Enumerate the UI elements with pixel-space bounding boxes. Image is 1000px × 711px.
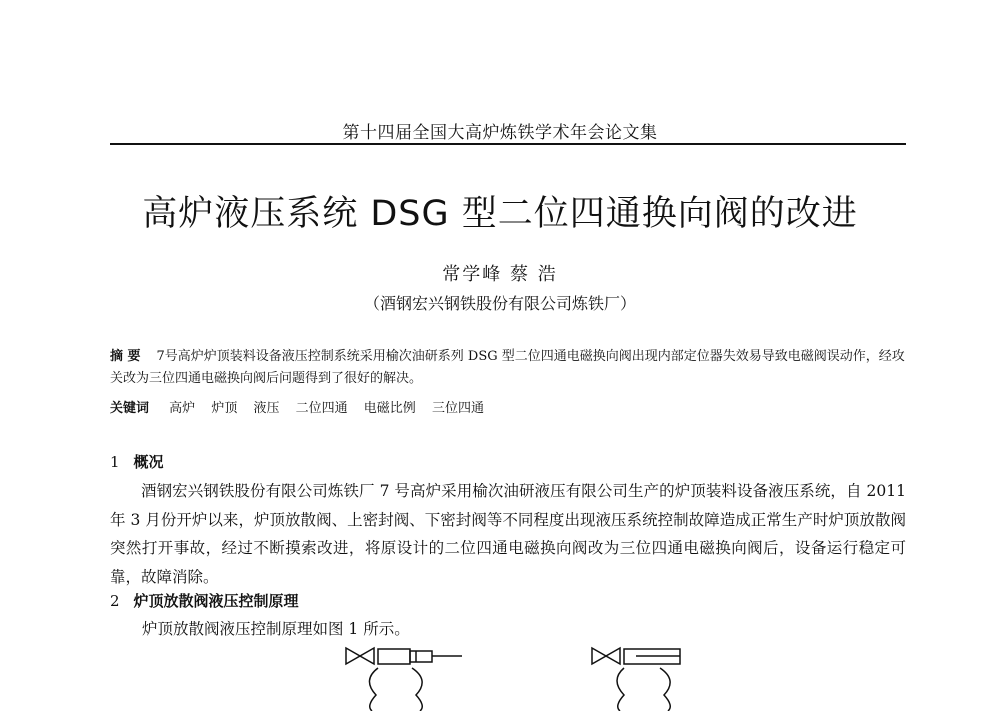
section-number: 1 <box>110 453 120 471</box>
abstract-label: 摘 要 <box>110 349 141 364</box>
pipe-curve <box>660 668 670 711</box>
actuator-cylinder <box>410 651 432 662</box>
keyword: 三位四通 <box>431 401 484 416</box>
authors: 常学峰 蔡 浩 <box>442 264 558 285</box>
section-number: 2 <box>110 592 120 610</box>
running-header: 第十四届全国大高炉炼铁学术年会论文集 <box>342 123 658 143</box>
section-title: 概况 <box>133 453 164 471</box>
pipe-curve <box>617 668 624 711</box>
pipe-curve <box>412 668 422 711</box>
keyword: 液压 <box>253 401 280 416</box>
keyword: 电磁比例 <box>363 401 416 416</box>
valve-symbol <box>360 648 374 664</box>
pipe-curve <box>369 668 378 711</box>
keyword: 二位四通 <box>295 401 348 416</box>
actuator-body <box>378 649 410 664</box>
section-paragraph: 炉顶放散阀液压控制原理如图 1 所示。 <box>142 620 410 638</box>
abstract-text: 7号高炉炉顶装料设备液压控制系统采用榆次油研系列 DSG 型二位四通电磁换向阀出现内部定位器失效易导致电磁阀误动作，经攻关改为三位四通电磁换向阀后问题得到了很好的解决。 <box>110 349 905 386</box>
section-title: 炉顶放散阀液压控制原理 <box>133 592 299 610</box>
section-paragraph: 酒钢宏兴钢铁股份有限公司炼铁厂 7 号高炉采用榆次油研液压有限公司生产的炉顶装料设备液压系统，自 2011 年 3 月份开炉以来，炉顶放散阀、上密封阀、下密封阀等不同程度出现液压系统控制故障造成正常生产时炉顶放散阀突然打开事故，经过不断摸索改进，将原设计的二位四通电磁换向阀改为三位四通电磁换向阀后，设备运行稳定可靠，故障消除。 <box>110 482 906 586</box>
valve-symbol <box>606 648 620 664</box>
affiliation: （酒钢宏兴钢铁股份有限公司炼铁厂） <box>363 294 636 313</box>
keywords-label: 关键词 <box>110 401 150 416</box>
valve-symbol <box>346 648 360 664</box>
keyword: 炉顶 <box>211 401 238 416</box>
keyword: 高炉 <box>169 401 196 416</box>
valve-symbol <box>592 648 606 664</box>
paper-title: 高炉液压系统 DSG 型二位四通换向阀的改进 <box>142 194 858 234</box>
